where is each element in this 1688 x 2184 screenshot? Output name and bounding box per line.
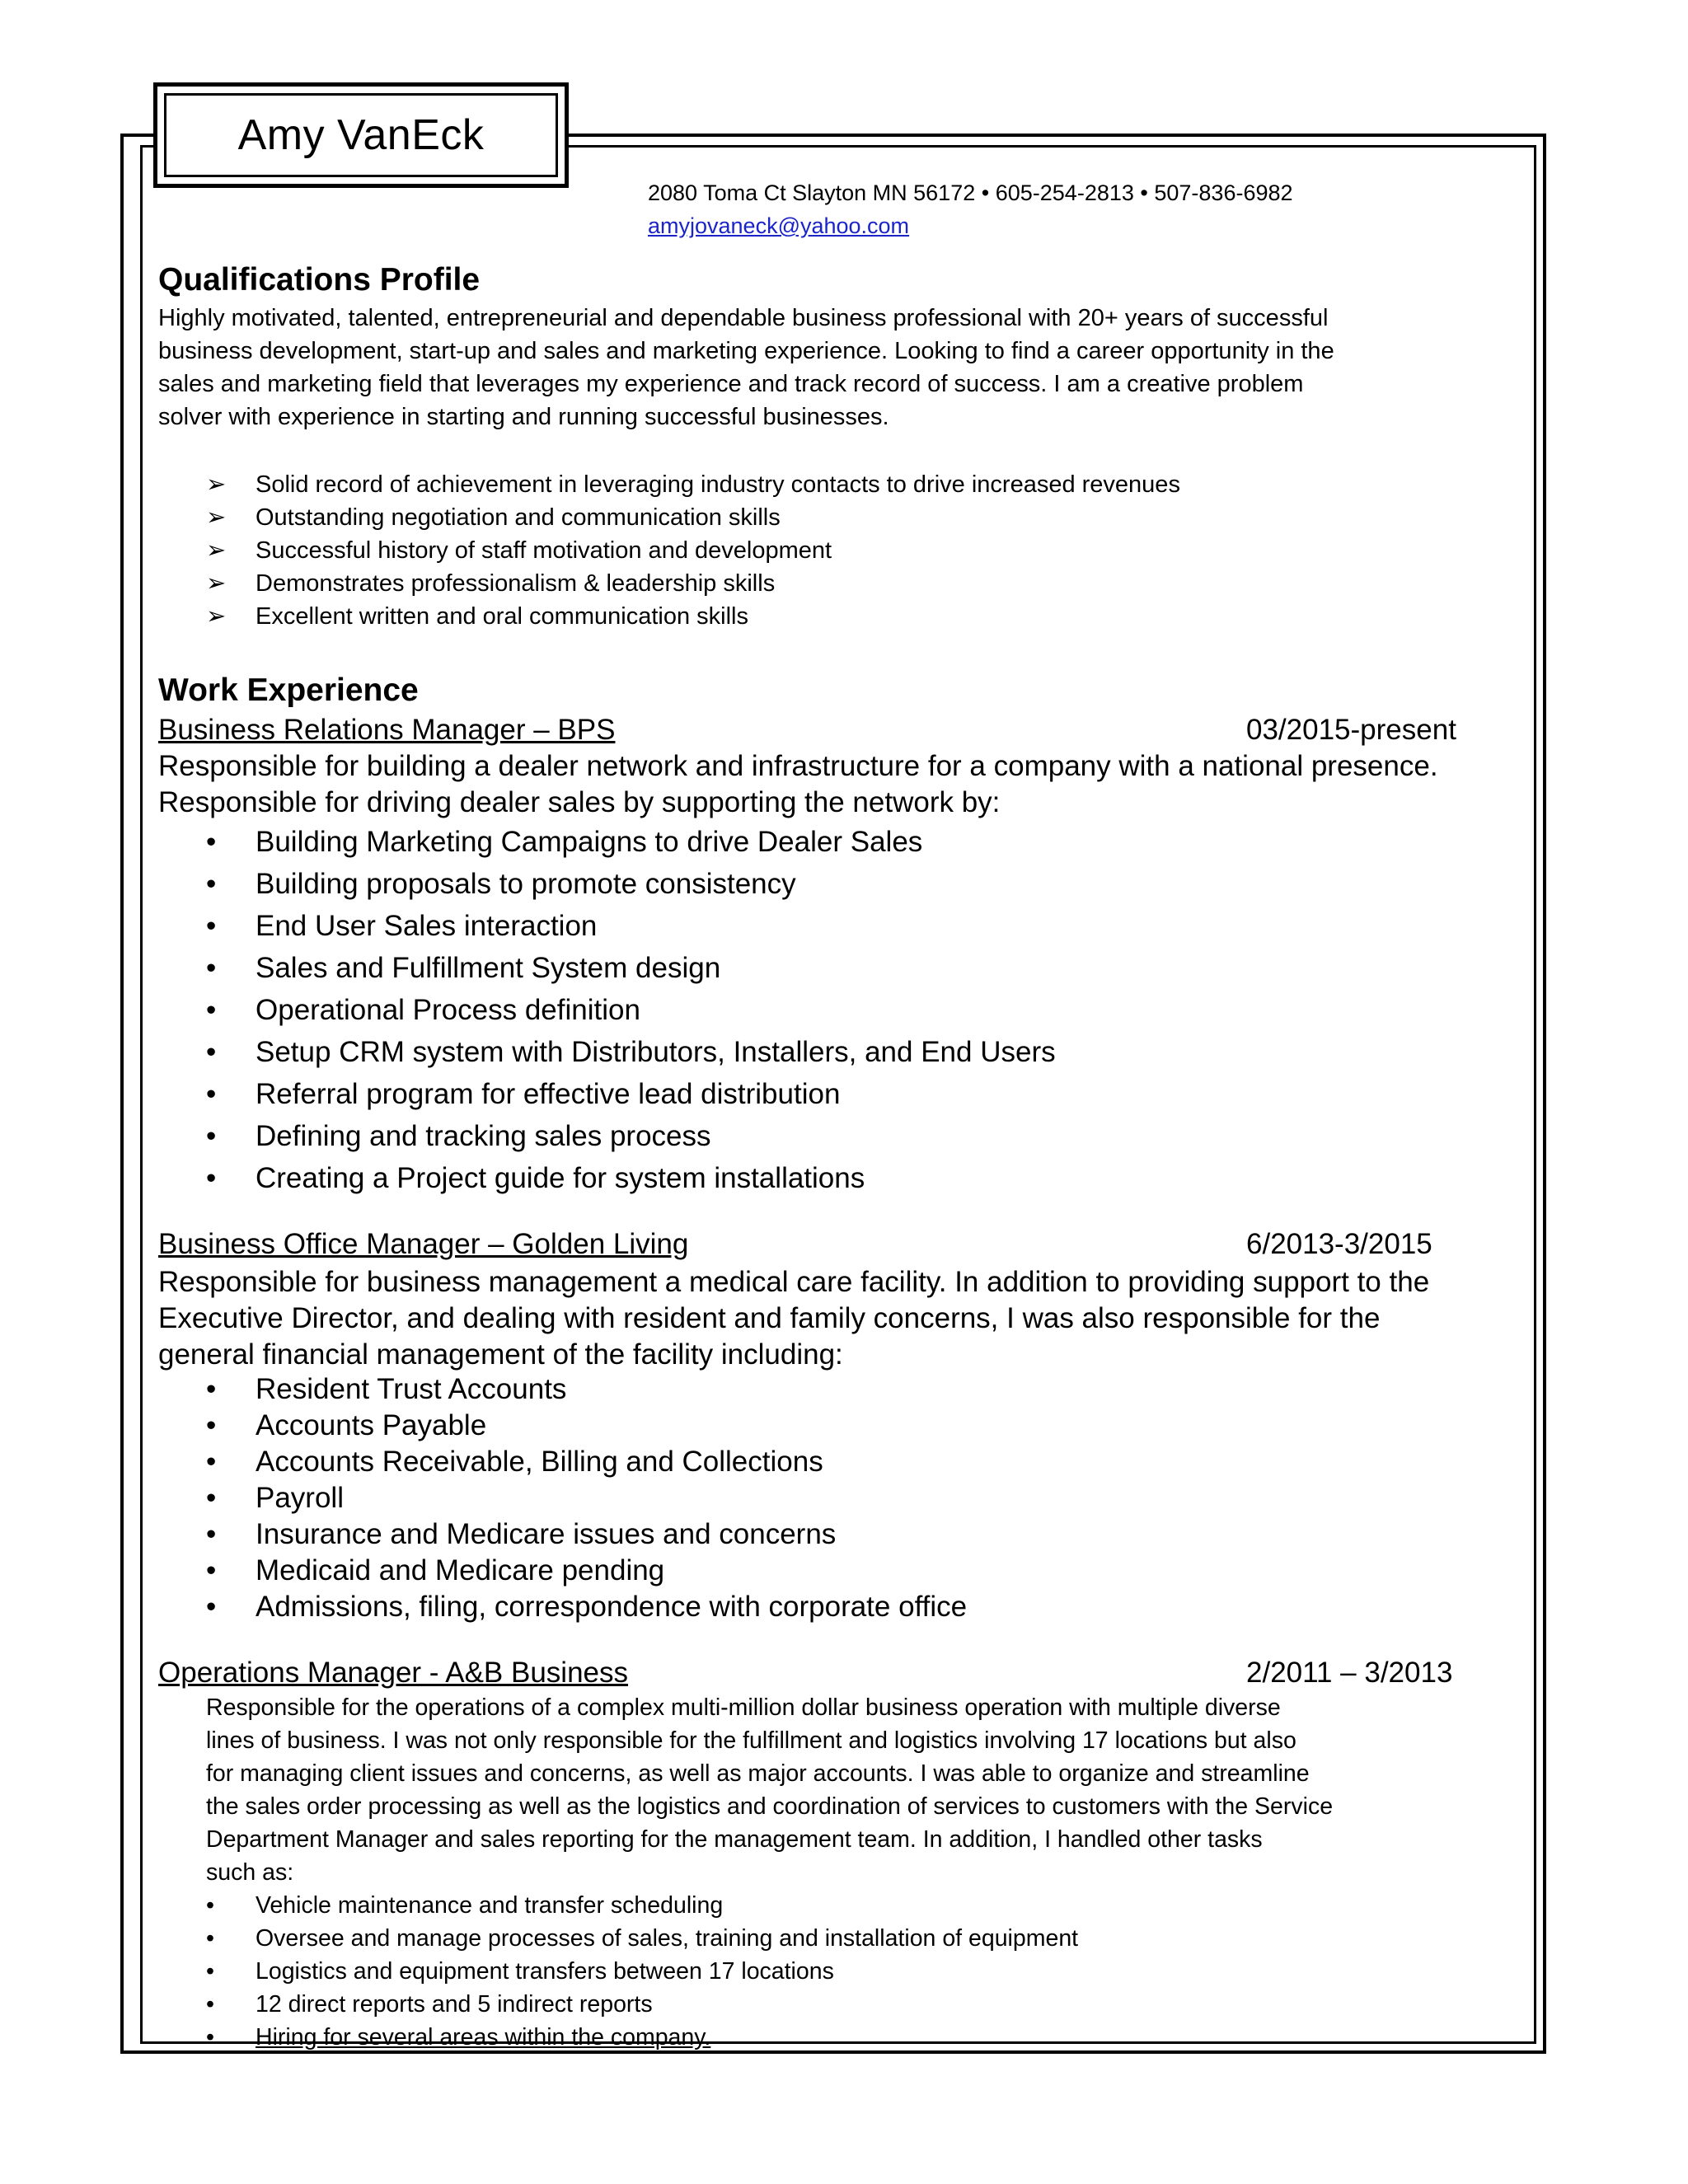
job-dates: 2/2011 – 3/2013 — [1246, 1657, 1453, 1689]
bullet-dot-icon: • — [206, 1958, 214, 1985]
list-item — [158, 989, 1056, 1031]
email-link[interactable]: amyjovaneck@yahoo.com — [648, 213, 910, 238]
qualifications-summary — [158, 302, 1518, 434]
description-line: general financial management of the facility including: — [158, 1338, 843, 1371]
bullet-dot-icon: • — [206, 1373, 217, 1405]
name-box — [153, 82, 569, 188]
bullet-text: Building proposals to promote consistency — [256, 868, 796, 900]
arrow-bullet-icon: ➢ — [206, 570, 227, 597]
arrow-bullet-icon: ➢ — [206, 537, 227, 564]
job-description — [158, 748, 1518, 821]
job-bullets — [158, 821, 1056, 1199]
bullet-text: Setup CRM system with Distributors, Installers, and End Users — [256, 1036, 1056, 1068]
description-line: Executive Director, and dealing with resident and family concerns, I was also responsible for the — [158, 1302, 1381, 1334]
summary-line: business development, start-up and sales and marketing experience. Looking to find a career opportunity in the — [158, 338, 1334, 364]
list-item — [158, 1408, 967, 1444]
bullet-text: Building Marketing Campaigns to drive Dealer Sales — [256, 826, 923, 858]
list-item — [158, 1889, 1078, 1922]
bullet-text: Sales and Fulfillment System design — [256, 952, 721, 984]
description-line: for managing client issues and concerns, as well as major accounts. I was able to organize and streamline — [206, 1760, 1310, 1787]
arrow-bullet-icon: ➢ — [206, 603, 227, 630]
separator: • — [981, 180, 990, 205]
bullet-text: Vehicle maintenance and transfer scheduling — [256, 1892, 724, 1919]
bullet-dot-icon: • — [206, 868, 217, 900]
description-line: Responsible for building a dealer network and infrastructure for a company with a national presence. — [158, 750, 1438, 782]
qualifications-bullets — [158, 468, 1180, 633]
description-line: such as: — [206, 1859, 294, 1886]
bullet-text: Medicaid and Medicare pending — [256, 1554, 665, 1586]
bullet-dot-icon: • — [206, 1120, 217, 1152]
list-item — [158, 1589, 967, 1625]
description-line: Responsible for business management a medical care facility. In addition to providing support to the — [158, 1266, 1430, 1298]
job-description — [206, 1691, 1518, 1889]
job-bullets — [158, 1371, 967, 1625]
job-title: Operations Manager - A&B Business — [158, 1657, 629, 1689]
description-line: Responsible for driving dealer sales by supporting the network by: — [158, 786, 1001, 818]
bullet-text: Referral program for effective lead distribution — [256, 1078, 841, 1110]
list-item — [158, 1553, 967, 1589]
list-item — [158, 600, 1180, 633]
description-line: Department Manager and sales reporting for the management team. In addition, I handled other tasks — [206, 1826, 1263, 1853]
phone-secondary: 507-836-6982 — [1154, 180, 1293, 205]
bullet-text: Solid record of achievement in leveraging industry contacts to drive increased revenues — [256, 471, 1180, 498]
bullet-dot-icon: • — [206, 1892, 214, 1919]
bullet-text: End User Sales interaction — [256, 910, 598, 942]
bullet-dot-icon: • — [206, 910, 217, 942]
job-title: Business Relations Manager – BPS — [158, 714, 616, 746]
job-title: Business Office Manager – Golden Living — [158, 1228, 689, 1260]
list-item — [158, 1480, 967, 1516]
bullet-dot-icon: • — [206, 1162, 217, 1194]
arrow-bullet-icon: ➢ — [206, 471, 227, 498]
description-line: lines of business. I was not only responsible for the fulfillment and logistics involving 17 locations but also — [206, 1727, 1296, 1754]
bullet-dot-icon: • — [206, 1991, 214, 2018]
bullet-text: Accounts Payable — [256, 1409, 487, 1441]
bullet-dot-icon: • — [206, 952, 217, 984]
bullet-text: Creating a Project guide for system installations — [256, 1162, 865, 1194]
bullet-text: 12 direct reports and 5 indirect reports — [256, 1991, 653, 2018]
work-experience-heading: Work Experience — [158, 673, 419, 708]
list-item — [158, 1115, 1056, 1157]
bullet-text: Logistics and equipment transfers between 17 locations — [256, 1958, 834, 1985]
bullet-text: Admissions, filing, correspondence with corporate office — [256, 1591, 968, 1623]
bullet-text: Operational Process definition — [256, 994, 640, 1026]
list-item — [158, 905, 1056, 947]
summary-line: solver with experience in starting and running successful businesses. — [158, 404, 889, 430]
bullet-text: Hiring for several areas within the company. — [256, 2024, 711, 2050]
list-item — [158, 947, 1056, 989]
bullet-text: Excellent written and oral communication skills — [256, 603, 748, 630]
bullet-dot-icon: • — [206, 826, 217, 858]
bullet-dot-icon: • — [206, 1518, 217, 1550]
bullet-text: Outstanding negotiation and communication skills — [256, 504, 781, 531]
list-item — [158, 1031, 1056, 1073]
bullet-text: Accounts Receivable, Billing and Collections — [256, 1446, 823, 1478]
bullet-text: Demonstrates professionalism & leadership skills — [256, 570, 776, 597]
bullet-text: Defining and tracking sales process — [256, 1120, 711, 1152]
bullet-dot-icon: • — [206, 994, 217, 1026]
bullet-dot-icon: • — [206, 1554, 217, 1586]
bullet-text: Successful history of staff motivation and development — [256, 537, 832, 564]
job-dates: 6/2013-3/2015 — [1246, 1228, 1432, 1260]
qualifications-heading: Qualifications Profile — [158, 262, 481, 298]
bullet-text: Payroll — [256, 1482, 344, 1514]
arrow-bullet-icon: ➢ — [206, 504, 227, 531]
job-description — [158, 1264, 1518, 1373]
job-dates: 03/2015-present — [1246, 714, 1456, 746]
list-item — [158, 534, 1180, 567]
list-item — [158, 2021, 1078, 2054]
phone-primary: 605-254-2813 — [995, 180, 1134, 205]
applicant-name: Amy VanEck — [237, 111, 485, 159]
list-item — [158, 1157, 1056, 1199]
list-item — [158, 1955, 1078, 1988]
bullet-dot-icon: • — [206, 1925, 214, 1952]
contact-info — [648, 176, 1293, 242]
bullet-dot-icon: • — [206, 1446, 217, 1478]
bullet-text: Resident Trust Accounts — [256, 1373, 567, 1405]
list-item — [158, 863, 1056, 905]
summary-line: Highly motivated, talented, entrepreneurial and dependable business professional with 20+ years of successful — [158, 305, 1329, 331]
list-item — [158, 567, 1180, 600]
list-item — [158, 468, 1180, 501]
list-item — [158, 501, 1180, 534]
bullet-text: Oversee and manage processes of sales, training and installation of equipment — [256, 1925, 1079, 1952]
separator: • — [1140, 180, 1148, 205]
list-item — [158, 821, 1056, 863]
contact-line — [648, 176, 1293, 209]
bullet-dot-icon: • — [206, 2024, 214, 2050]
bullet-dot-icon: • — [206, 1482, 217, 1514]
list-item — [158, 1988, 1078, 2021]
list-item — [158, 1444, 967, 1480]
summary-line: sales and marketing field that leverages my experience and track record of success. I am a creative problem — [158, 371, 1304, 397]
list-item — [158, 1371, 967, 1408]
description-line: the sales order processing as well as the logistics and coordination of services to customers with the Service — [206, 1793, 1334, 1820]
bullet-dot-icon: • — [206, 1036, 217, 1068]
bullet-dot-icon: • — [206, 1409, 217, 1441]
bullet-text: Insurance and Medicare issues and concerns — [256, 1518, 837, 1550]
job-bullets — [158, 1889, 1078, 2054]
address: 2080 Toma Ct Slayton MN 56172 — [648, 180, 976, 205]
description-line: Responsible for the operations of a complex multi-million dollar business operation with multiple diverse — [206, 1694, 1281, 1721]
bullet-dot-icon: • — [206, 1591, 217, 1623]
list-item — [158, 1516, 967, 1553]
list-item — [158, 1073, 1056, 1115]
list-item — [158, 1922, 1078, 1955]
bullet-dot-icon: • — [206, 1078, 217, 1110]
name-box-inner — [164, 93, 558, 177]
